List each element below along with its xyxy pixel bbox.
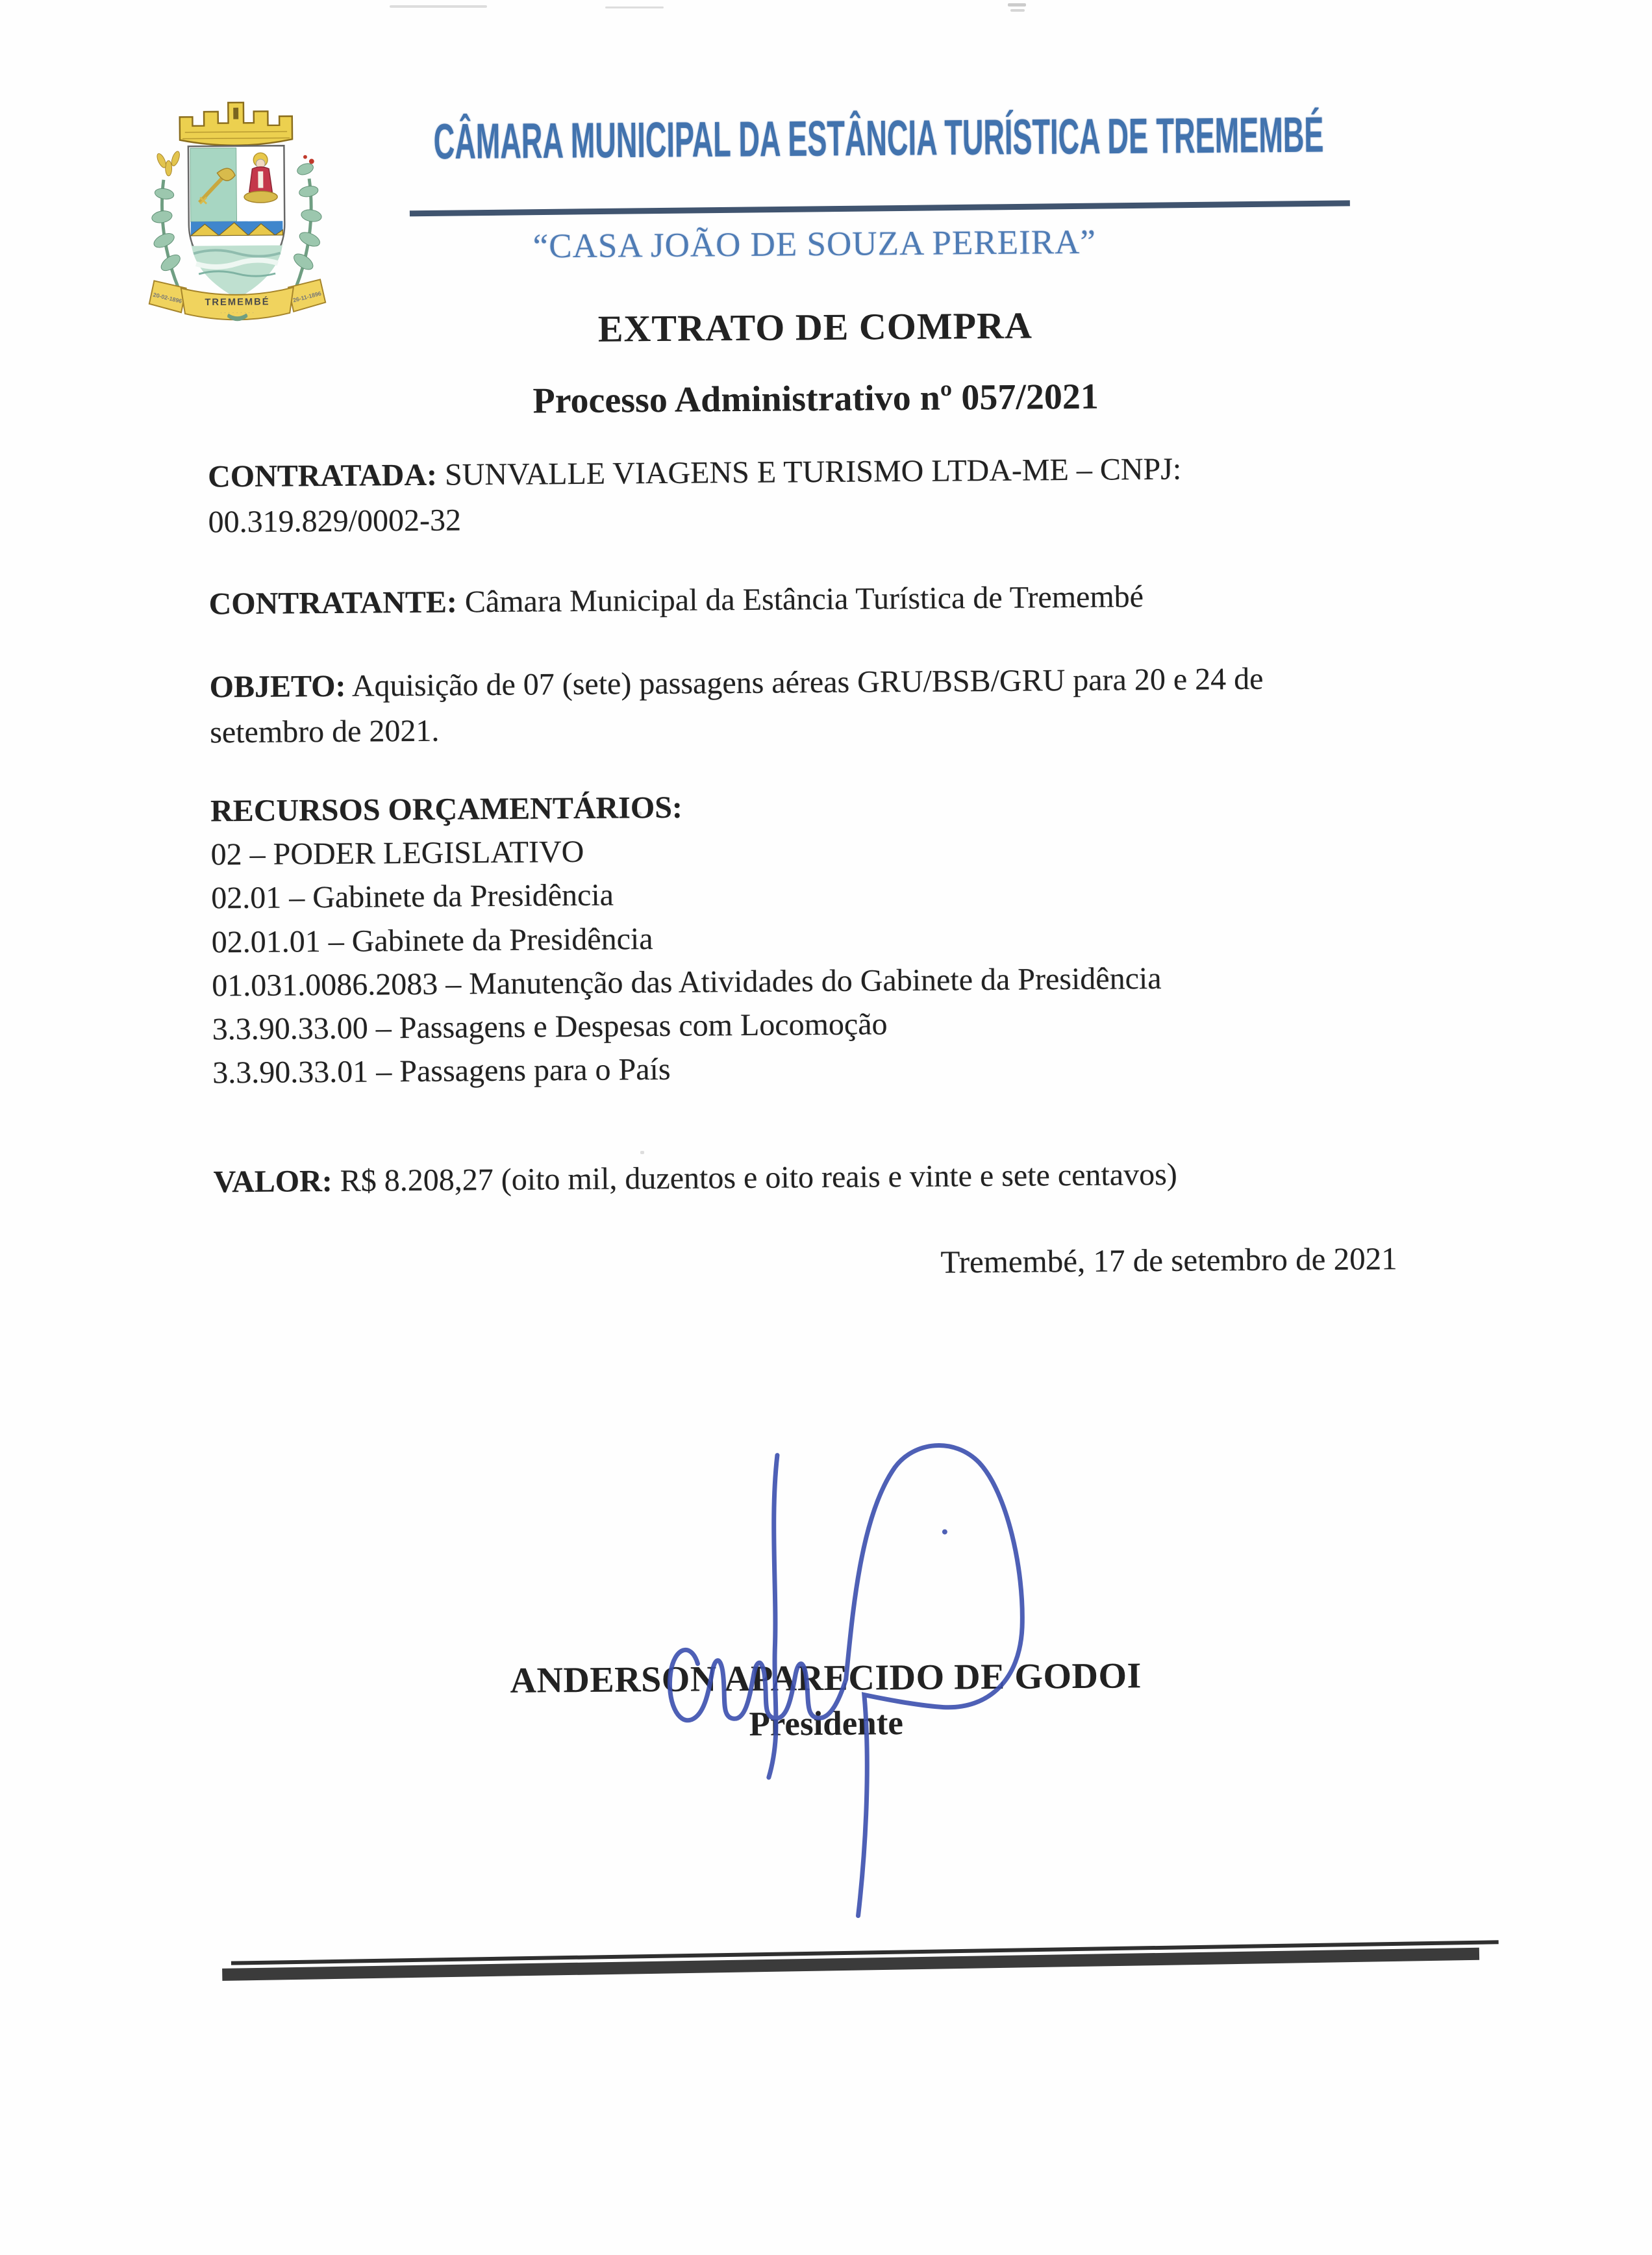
objeto-label: OBJETO:	[209, 668, 346, 705]
crest-date-left: 20-02-1896	[152, 291, 183, 305]
objeto-field	[209, 656, 1314, 756]
recursos-item: 3.3.90.33.01 – Passagens para o País	[212, 1052, 671, 1090]
dateline: Tremembé, 17 de setembro de 2021	[940, 1241, 1397, 1280]
crest-shield	[188, 145, 285, 299]
building-name: “CASA JOÃO DE SOUZA PEREIRA”	[532, 223, 1097, 266]
valor-field	[213, 1152, 1177, 1205]
bottom-rule	[222, 1939, 1494, 1991]
recursos-item: 02.01 – Gabinete da Presidência	[210, 877, 614, 916]
valor-value: R$ 8.208,27 (oito mil, duzentos e oito reais e vinte e sete centavos)	[340, 1157, 1177, 1198]
contratante-label: CONTRATANTE:	[208, 585, 458, 622]
crest-motto: TREMEMBÉ	[205, 297, 270, 309]
crest-left-branch	[151, 150, 183, 288]
signature-ink	[639, 1432, 1097, 1942]
contratada-label: CONTRATADA:	[207, 457, 438, 494]
recursos-item: 02.01.01 – Gabinete da Presidência	[211, 921, 653, 959]
recursos-item: 01.031.0086.2083 – Manutenção das Atividades do Gabinete da Presidência	[212, 961, 1162, 1003]
org-name-title: CÂMARA MUNICIPAL DA ESTÂNCIA TURÍSTICA DE TREMEMBÉ	[433, 107, 1324, 170]
process-number: Processo Administrativo nº 057/2021	[532, 376, 1099, 422]
contratada-value: SUNVALLE VIAGENS E TURISMO LTDA-ME – CNPJ: 00.319.829/0002-32	[208, 451, 1182, 540]
contratante-value: Câmara Municipal da Estância Turística de Tremembé	[464, 579, 1144, 620]
doc-title: EXTRATO DE COMPRA	[597, 304, 1033, 350]
crest-crown	[180, 102, 293, 145]
signatory-role: Presidente	[749, 1704, 904, 1743]
signatory-name: ANDERSON APARECIDO DE GODOI	[510, 1656, 1142, 1701]
contratante-field	[208, 573, 1312, 627]
objeto-value: Aquisição de 07 (sete) passagens aéreas GRU/BSB/GRU para 20 e 24 de setembro de 2021.	[209, 661, 1264, 750]
valor-label: VALOR:	[213, 1163, 332, 1200]
coat-of-arms	[140, 94, 333, 329]
recursos-section	[210, 781, 1356, 1095]
contratada-field	[208, 446, 1312, 546]
crest-date-right: 26-11-1896	[292, 290, 322, 304]
crest-wheat	[155, 150, 181, 176]
recursos-item: 3.3.90.33.00 – Passagens e Despesas com Locomoção	[212, 1007, 888, 1047]
svg-text:· · · · · · · · ·: · · · · · · · · ·	[220, 310, 255, 316]
org-name-underline	[410, 200, 1350, 216]
recursos-item: 02 – PODER LEGISLATIVO	[210, 835, 584, 872]
recursos-label: RECURSOS ORÇAMENTÁRIOS:	[210, 790, 683, 829]
